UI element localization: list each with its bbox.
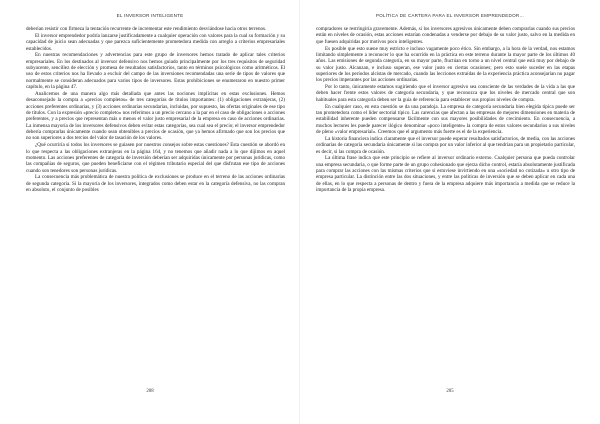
left-paragraph-1: deberían resistir con firmeza la tentación recurrente de incrementar este rendimiento desviándose hacia otros terrenos. [26, 26, 267, 32]
left-body-text [26, 26, 285, 193]
left-running-head: EL INVERSOR INTELIGENTE [116, 13, 184, 18]
right-paragraph-4: En cualquier caso, en esta cuestión se da una paradoja. La empresa de categoría secundaria bien elegida típica puede ser tan prometedora como el líder sectorial típico. Las carencias que afectan a las empresas de mejores dimensiones en materia de estabilidad inherente pueden compensarse fácilmente con sus mayores posibilidades de crecimiento. En consecuencia, a muchos lectores les puede parecer ilógico denominar «poco inteligente» la compra de estos valores secundarios a sus niveles de pleno «valor empresarial». Creemos que el argumento más fuerte es el de la experiencia. [316, 103, 575, 135]
right-paragraph-2: Es posible que esto suene muy estricto e incluso vagamente poco ético. Sin embargo, a la hora de la verdad, nos estamos limitando simplemente a reconocer lo que ha ocurrido en la práctica en este terreno durante la mayor parte de los últimos 40 años. Las emisiones de segunda categoría, en su mayor parte, fluctúan en torno a un nivel central que está muy por debajo de su valor justo. Alcanzan, e incluso superan, ese valor justo en ciertas ocasiones; pero esto suele suceder en las etapas superiores de los períodos alcistas de mercado, cuando las lecciones extraídas de la experiencia práctica aconsejarían no pagar los precios imperantes por las acciones ordinarias. [316, 45, 575, 84]
right-paragraph-1: compradores se restringiría gravemente. Además, si los inversores agresivos únicamente deben comprarlas cuando sus precios están en niveles de ocasión, estas acciones estarían condenadas a venderse por debajo de su valor justo, salvo en la medida en que fuesen adquiridas por motivos poco inteligentes. [316, 26, 575, 45]
right-page-number: 205 [446, 389, 454, 394]
right-paragraph-3: Por lo tanto, únicamente estamos sugiriendo que el inversor agresivo sea consciente de las verdades de la vida a las que deben hacer frente estos valores de categoría secundaria, y que reconozca que los niveles de mercado central que son habituales para esta categoría deben ser la guía de referencia para establecer sus propios niveles de compra. [316, 84, 575, 103]
left-paragraph-4: Analicemos de una manera algo más detallada que antes las nociones implícitas en estas exclusiones. Hemos desaconsejado la compra a «precios completos» de tres categorías de títulos importantes: (1) obligaciones extranjeras, (2) acciones preferentes ordinarias, y (3) acciones ordinarias secundarias, incluidas, por supuesto, las ofertas originales de ese tipo de títulos. Con la expresión «precio completo» nos referimos a un precio cercano a la par en el caso de obligaciones o acciones preferentes, y a precios que representan más o menos el valor justo empresarial de la empresa en caso de acciones ordinarias. La inmensa mayoría de los inversores defensivos deben evitar estas categorías, sea cual sea el precio; el inversor emprendedor debería comprarlas únicamente cuando sean obtenibles a precios de ocasión, que ya hemos afirmado que son los precios que no son superiores a dos tercios del valor de tasación de los valores. [26, 90, 285, 142]
left-paragraph-5: ¿Qué ocurriría si todos los inversores se guiasen por nuestros consejos sobre estas cuestiones? Esta cuestión se abordó en lo que respecta a las obligaciones extranjeras en la página 164, y no tenemos que añadir nada a lo que dijimos en aquel momento. Las acciones preferentes de categoría de inversión deberían ser adquiridas únicamente por personas jurídicas, como las compañías de seguros, que pueden beneficiarse con el régimen tributario especial del que disfrutan ese tipo de acciones cuando son tenedores son personas jurídicas. [26, 142, 285, 174]
right-running-head: POLÍTICA DE CARTERA PARA EL INVERSOR EMPRENDEDOR… [375, 13, 525, 18]
left-paragraph-6: La consecuencia más problemática de nuestra política de exclusiones se produce en el terreno de las acciones ordinarias de segunda categoría. Si la mayoría de los inversores, integrados como deben estar en la categoría defensiva, no las compran en absoluto, el conjunto de posibles [26, 174, 285, 194]
left-paragraph-2: El inversor emprendedor podría lanzarse justificadamente a cualquier operación con valores para la cual su formación y su capacidad de juicio sean adecuadas y que parezca suficientemente prometedora medida con arreglo a criterios empresariales establecidos. [26, 32, 285, 52]
left-page-number: 208 [146, 389, 154, 394]
left-paragraph-3: En nuestras recomendaciones y advertencias para este grupo de inversores hemos tratado de aplicar tales criterios empresariales. En los destinados al inversor defensivo nos hemos guiado principalmente por los tres requisitos de seguridad subyacente, sencillez de elección y promesa de resultados satisfactorios, tanto en términos psicológicos como aritméticos. El uso de estos criterios nos ha llevado a excluir del campo de las inversiones recomendadas una serie de tipos de valores que normalmente se consideran adecuados para varios tipos de inversores. Estas prohibiciones se enumeraron en nuestro primer capítulo, en la página 47. [26, 52, 285, 91]
right-body-text [316, 26, 575, 193]
right-paragraph-5: La historia financiera indica claramente que el inversor puede esperar resultados satisfactorios, de media, con las acciones ordinarias de categoría secundaria únicamente si las compra por un valor inferior al que tendrían para un propietario particular, es decir, si las compra de ocasión. [316, 135, 575, 155]
right-paragraph-6: La última frase indica que este principio se refiere al inversor ordinario externo. Cualquier persona que pueda controlar una empresa secundaria, o que forme parte de un grupo cohesionado que ejerza dicho control, estaría absolutamente justificada para comprar las acciones con las mismas criterios que si estuviese invirtiendo en una «sociedad no cotizada» u otro tipo de empresa particular. La distinción entre las dos situaciones, y entre las políticas de inversión que se deben aplicar en cada una de ellas, en lo que respecta a personas de dentro y fuera de la empresa adquiere más importancia a medida que se reduce la importancia de la propia empresa. [316, 155, 575, 194]
right-page [300, 0, 600, 424]
